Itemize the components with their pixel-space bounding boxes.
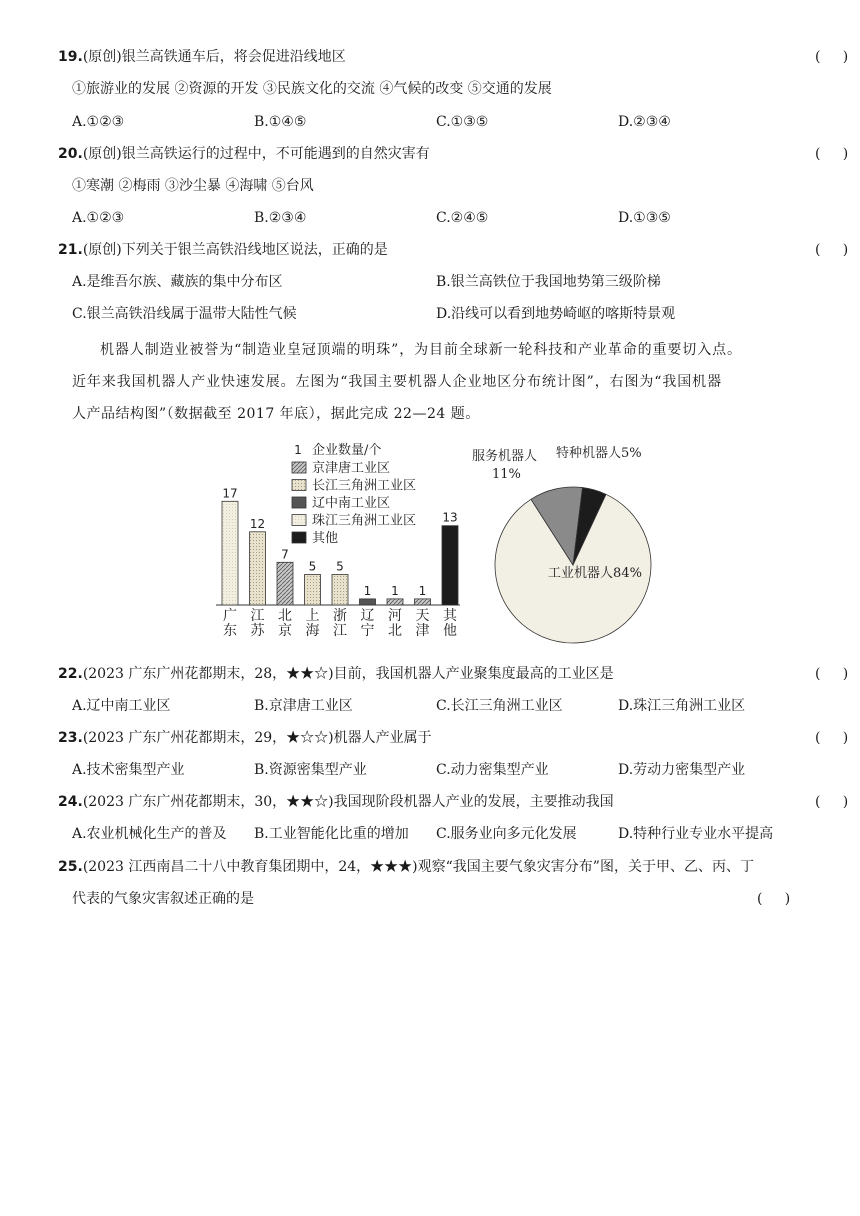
option-b: B.京津唐工业区 bbox=[254, 698, 353, 714]
option-d: D.珠江三角洲工业区 bbox=[618, 698, 746, 714]
pie-label-service-percent: 11% bbox=[492, 467, 521, 482]
legend-label: 其他 bbox=[312, 531, 339, 546]
chart-figure bbox=[210, 440, 660, 650]
legend-swatch bbox=[292, 515, 306, 526]
question-23 bbox=[58, 728, 849, 748]
question-number: 20. bbox=[58, 146, 83, 162]
bar-value-label: 17 bbox=[222, 486, 238, 501]
question-items: ①旅游业的发展 ②资源的开发 ③民族文化的交流 ④气候的改变 ⑤交通的发展 bbox=[72, 81, 552, 97]
bar bbox=[250, 532, 266, 605]
pie-chart bbox=[472, 445, 651, 643]
question-25 bbox=[58, 857, 800, 877]
bar-chart-legend bbox=[292, 442, 416, 546]
bar-value-label: 1 bbox=[391, 583, 399, 598]
legend-swatch bbox=[292, 497, 306, 508]
legend-swatch bbox=[292, 462, 306, 473]
bar-value-label: 12 bbox=[249, 516, 266, 531]
legend-swatch bbox=[292, 532, 306, 543]
category-label: 广 bbox=[223, 608, 237, 624]
category-label: 河 bbox=[388, 608, 402, 624]
legend-marker-value: 1 bbox=[294, 443, 302, 457]
question-text: (原创)下列关于银兰高铁沿线地区说法，正确的是 bbox=[82, 242, 388, 258]
category-label: 津 bbox=[415, 623, 430, 639]
option-b: B.资源密集型产业 bbox=[254, 762, 367, 778]
passage-line-3: 人产品结构图”（数据截至 2017 年底），据此完成 22—24 题。 bbox=[72, 406, 480, 422]
question-number: 19. bbox=[58, 49, 83, 65]
figure bbox=[210, 440, 660, 654]
category-label: 上 bbox=[305, 608, 320, 624]
answer-bracket: ( ) bbox=[815, 730, 849, 746]
bar bbox=[360, 599, 376, 605]
question-text: (原创)银兰高铁运行的过程中，不可能遇到的自然灾害有 bbox=[82, 146, 430, 162]
question-number: 21. bbox=[58, 242, 83, 258]
bar-value-label: 13 bbox=[442, 510, 458, 525]
option-d: D.劳动力密集型产业 bbox=[618, 762, 746, 778]
answer-bracket: ( ) bbox=[815, 794, 849, 810]
bar-value-label: 7 bbox=[281, 547, 289, 562]
question-text: (原创)银兰高铁通车后，将会促进沿线地区 bbox=[82, 49, 346, 65]
question-20 bbox=[58, 144, 849, 164]
category-label: 他 bbox=[443, 623, 457, 639]
legend-label: 珠江三角洲工业区 bbox=[312, 513, 417, 529]
pie-label-service: 服务机器人 bbox=[472, 449, 538, 464]
question-21 bbox=[58, 240, 849, 260]
option-a: A.①②③ bbox=[72, 210, 125, 226]
pie-label-special: 特种机器人5% bbox=[556, 446, 642, 461]
question-24 bbox=[58, 792, 849, 812]
question-text: (2023 广东广州花都期末，29，★☆☆)机器人产业属于 bbox=[82, 730, 432, 746]
question-number: 24. bbox=[58, 794, 83, 810]
legend-label: 京津唐工业区 bbox=[312, 461, 391, 476]
option-c: C.①③⑤ bbox=[436, 114, 489, 130]
bar bbox=[415, 599, 431, 605]
option-c: C.②④⑤ bbox=[436, 210, 489, 226]
legend-label: 辽中南工业区 bbox=[312, 496, 391, 511]
category-label: 苏 bbox=[250, 623, 265, 639]
answer-bracket: ( ) bbox=[815, 146, 849, 162]
question-text: (2023 江西南昌二十八中教育集团期中，24，★★★)观察“我国主要气象灾害分布”图，关于甲、乙、丙、丁 bbox=[82, 859, 754, 875]
question-25-continued bbox=[72, 889, 800, 909]
question-items: ①寒潮 ②梅雨 ③沙尘暴 ④海啸 ⑤台风 bbox=[72, 178, 314, 194]
question-number: 25. bbox=[58, 859, 83, 875]
bar-value-label: 5 bbox=[336, 559, 344, 574]
bar bbox=[387, 599, 403, 605]
question-number: 22. bbox=[58, 666, 83, 682]
option-c: C.长江三角洲工业区 bbox=[436, 698, 563, 714]
category-label: 宁 bbox=[360, 623, 375, 639]
passage-line-2: 近年来我国机器人产业快速发展。左图为“我国主要机器人企业地区分布统计图”，右图为“我国机器 bbox=[72, 374, 722, 390]
question-22 bbox=[58, 664, 849, 684]
category-label: 江 bbox=[250, 608, 265, 624]
option-c: C.银兰高铁沿线属于温带大陆性气候 bbox=[72, 306, 297, 322]
question-text: (2023 广东广州花都期末，28，★★☆)目前，我国机器人产业聚集度最高的工业区是 bbox=[82, 666, 614, 682]
option-d: D.②③④ bbox=[618, 114, 671, 130]
category-label: 其 bbox=[443, 608, 457, 624]
legend-swatch bbox=[292, 480, 306, 491]
category-label: 天 bbox=[415, 608, 430, 624]
answer-bracket: ( ) bbox=[815, 666, 849, 682]
bar bbox=[332, 575, 348, 606]
category-label: 北 bbox=[388, 623, 402, 639]
category-label: 东 bbox=[223, 623, 237, 639]
legend-label: 长江三角洲工业区 bbox=[312, 478, 417, 494]
passage-line-1: 机器人制造业被誉为“制造业皇冠顶端的明珠”，为目前全球新一轮科技和产业革命的重要切入点。 bbox=[100, 342, 742, 358]
answer-bracket: ( ) bbox=[757, 891, 791, 907]
y-axis-label: 企业数量/个 bbox=[312, 443, 382, 458]
option-b: B.工业智能化比重的增加 bbox=[254, 826, 409, 842]
category-label: 浙 bbox=[333, 608, 347, 624]
option-a: A.①②③ bbox=[72, 114, 125, 130]
option-b: B.①④⑤ bbox=[254, 114, 307, 130]
category-label: 辽 bbox=[360, 608, 375, 624]
option-a: A.农业机械化生产的普及 bbox=[72, 826, 227, 842]
option-d: D.沿线可以看到地势崎岖的喀斯特景观 bbox=[436, 306, 676, 322]
bar bbox=[277, 562, 293, 605]
option-b: B.银兰高铁位于我国地势第三级阶梯 bbox=[436, 274, 661, 290]
option-a: A.技术密集型产业 bbox=[72, 762, 185, 778]
bar bbox=[305, 575, 321, 606]
bar-value-label: 1 bbox=[363, 583, 372, 598]
bar bbox=[442, 526, 458, 605]
answer-bracket: ( ) bbox=[815, 242, 849, 258]
bar bbox=[222, 501, 238, 605]
bar-value-label: 1 bbox=[418, 583, 427, 598]
option-b: B.②③④ bbox=[254, 210, 307, 226]
category-label: 江 bbox=[333, 623, 347, 639]
question-19 bbox=[58, 47, 849, 67]
bar-value-label: 5 bbox=[308, 559, 317, 574]
question-text: (2023 广东广州花都期末，30，★★☆)我国现阶段机器人产业的发展，主要推动我国 bbox=[82, 794, 614, 810]
category-label: 海 bbox=[305, 623, 320, 639]
option-d: D.①③⑤ bbox=[618, 210, 671, 226]
pie-label-industrial: 工业机器人84% bbox=[548, 566, 642, 581]
question-number: 23. bbox=[58, 730, 83, 746]
question-text: 代表的气象灾害叙述正确的是 bbox=[72, 891, 254, 907]
option-c: C.服务业向多元化发展 bbox=[436, 826, 577, 842]
option-a: A.是维吾尔族、藏族的集中分布区 bbox=[72, 274, 283, 290]
category-label: 京 bbox=[278, 623, 292, 639]
answer-bracket: ( ) bbox=[815, 49, 849, 65]
category-label: 北 bbox=[278, 608, 292, 624]
option-a: A.辽中南工业区 bbox=[72, 698, 171, 714]
option-c: C.动力密集型产业 bbox=[436, 762, 549, 778]
option-d: D.特种行业专业水平提高 bbox=[618, 826, 774, 842]
